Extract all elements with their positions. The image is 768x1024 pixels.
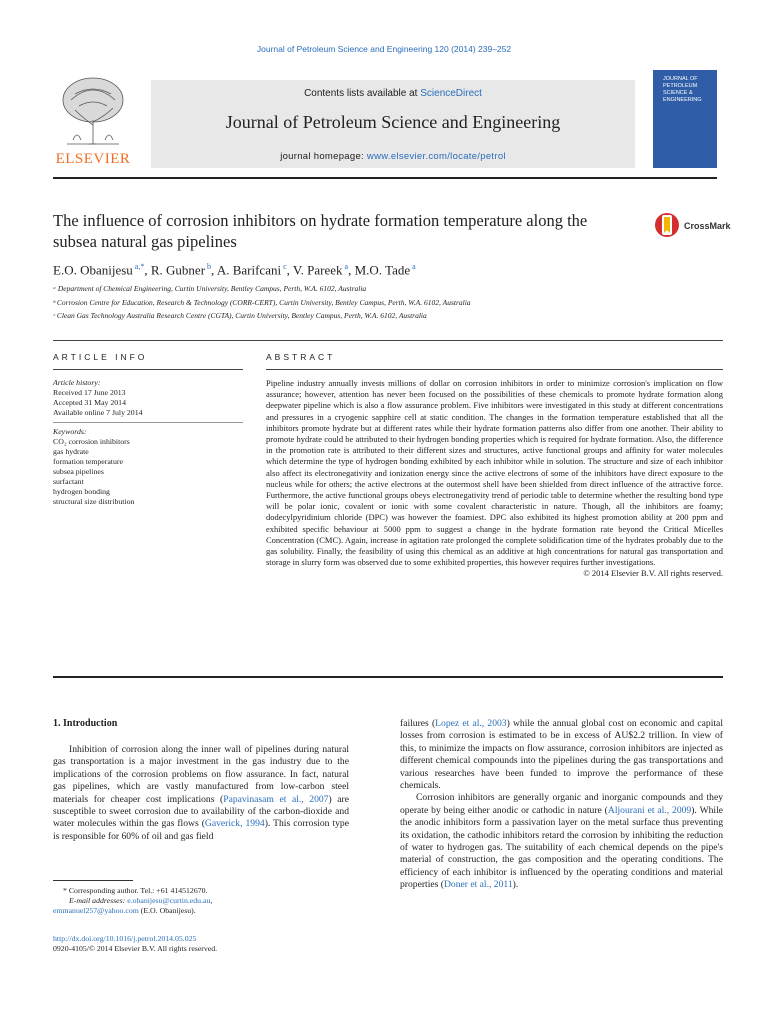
email-comma: , [210,896,213,905]
footnote-rule [53,880,133,881]
author-name: A. Barifcani [216,262,282,278]
footnote [53,886,353,916]
section-rule [53,340,723,341]
homepage-link[interactable]: www.elsevier.com/locate/petrol [366,151,506,162]
email-label: E-mail addresses: [69,896,128,905]
author-affiliation-mark[interactable]: c [281,262,287,271]
cover-line: JOURNAL OF [663,76,698,82]
homepage-prefix: journal homepage: [280,151,367,162]
paragraph-text: Inhibition of corrosion along the inner wall of pipelines during natural gas transportation is a major investment in the gas industry due to the implications of the corrosion problems on flow assurance. In fact, natural gas pipelines, which are vastly manufactured from low-carbon steel materials for cheaper cost implications ( [53,744,349,805]
journal-banner [151,80,635,168]
keyword: gas hydrate [53,447,89,456]
contents-prefix: Contents lists available at [304,88,421,99]
cover-line: SCIENCE & [663,90,693,96]
elsevier-logo [53,70,133,168]
journal-title: Journal of Petroleum Science and Engineering [225,112,561,132]
keyword: formation temperature [53,457,123,466]
history-accepted: Accepted 31 May 2014 [53,398,126,407]
crossmark-icon [654,211,680,241]
email-link[interactable]: e.obanijesu@curtin.edu.au [127,896,211,905]
elsevier-tree-icon [53,70,133,150]
intro-paragraph [53,744,349,843]
author-name: R. Gubner [150,262,206,278]
email-suffix: (E.O. Obanijesu). [138,906,196,915]
crossmark-badge[interactable] [654,211,754,243]
email-line-2 [53,906,353,916]
paragraph-text: Corrosion inhibitors are generally organic and inorganic compounds and they operate by being either anodic or cathodic in nature ( [400,792,723,816]
keyword: structural size distribution [53,497,135,506]
paper-title: The influence of corrosion inhibitors on hydrate formation temperature along the subsea natural gas pipelines [53,211,588,251]
keyword: hydrogen bonding [53,487,110,496]
abstract-heading: ABSTRACT [266,352,336,362]
sciencedirect-link[interactable]: ScienceDirect [420,88,482,99]
citation-link[interactable]: Doner et al., 2011 [443,879,513,891]
intro-paragraph [400,792,723,891]
doi-block [53,934,353,954]
history-label: Article history: [53,378,101,387]
crossmark-label: CrossMark [684,221,731,231]
masthead [53,70,717,170]
article-info-rule [53,369,243,370]
author-affiliation-mark[interactable]: a [410,262,416,271]
paragraph-text: ). While the anodic inhibitors form a passivation layer on the metal surface thus preventing its oxidation, the cathodic inhibitors retard the corrosion by inhibiting the reduction of water to hydrogen gas. The suitability of each chemical depends on the pipe's material of construction, the gas composition and the operating conditions. The efficiency of each inhibitor is influenced by the operating conditions and material properties ( [400,804,724,891]
introduction-heading: 1. Introduction [53,718,118,729]
paragraph-text: ) while the annual global cost on economic and capital losses from corrosion is estimated to be in excess of AU$2.2 trillion. In view of this, to minimize the impacts on flow assurance, corrosion inhibitors are injected as different chemical compounds into the pipelines during the gas transportations and various researches have been funded to improve the performance of these chemicals. [400,718,723,792]
author-list: E.O. Obanijesu $^{a,*}$, R. Gubner $^b$, A. Barifcani $^c$, V. Pareek $^a$, M.O. Tade $^a$ [53,262,416,278]
paragraph-text: ). This corrosion type is responsible for 60% of oil and gas field [53,818,349,842]
intro-left-column [53,744,349,843]
history-online: Available online 7 July 2014 [53,408,143,417]
affiliation-a: ᵃ Department of Chemical Engineering, Curtin University, Bentley Campus, Perth, W.A. 6102, Australia [53,284,367,293]
keyword: CO₂ corrosion inhibitors [53,437,130,446]
corresponding-author: * Corresponding author. Tel.: +61 414512670. [63,886,208,895]
history-received: Received 17 June 2013 [53,388,126,397]
citation-link[interactable]: Gaverick, 1994 [204,818,265,830]
author-name: M.O. Tade [354,262,411,278]
paragraph-text: ). [512,879,519,891]
keyword: subsea pipelines [53,467,104,476]
abstract-text: Pipeline industry annually invests millions of dollar on corrosion inhibitors in order to minimize corrosion's implication on flow assurance; however, attention has never been focused on the possibilities of these chemicals to promote hydrate formation along deepwater pipeline which is also a flow assurance problem. Five inhibitors were investigated in this study at different concentrations and pressures in a cryogenic sapphire cell at static condition. The changes in the formation temperature established that all the inhibitors promote hydrate but at different rates while their hydrate formation patterns also differ from one another. Their ability to promote hydrate could be attributed to their hydrogen bonding properties which is required for hydrate formation. Also, the difference in the promotion rate is attributed to their different sizes and structures, active functional groups and affinity for water molecules which determine the type of hydrogen bonding exhibited by each inhibitor while in solution. The structure and size of each inhibitor also affect its electronegativity and ionization energy since the active electrons of some of the inhibitors have direct exposure to the nucleus while for others; the active electrons at the outermost shell have been shielded from direct influence of the attractive force. Furthermore, the active functional groups obeys electronegativity trend of periodic table to determine whether the resulting bond type will be polar ionic, covalent or ionic with some covalent characteristic in nature. Though, all the inhibitors are foamy; dodecylpyridinium chloride (DPC) was however the foamiest. DPC also exhibited its highest promotion ability at 200 ppm and exhibited specific behaviour at 5000 ppm to suggest a change in the hydrate formation rate beyond the Critical Micelles Concentration (CMC). Again, increase in agitation rate prolonged the complete solidification time of the hydrates probably due to the gas solubility. Finally, the feasibility of using this chemical as an additive at high concentrations for natural gas transportation and storage in slurry form was observed due to some exhibited properties, this however requires further investigations. [266,378,723,568]
journal-cover-image [653,70,717,168]
paragraph-text: failures ( [400,718,436,729]
issn-line: 0920-4105/© 2014 Elsevier B.V. All rights reserved. [53,944,218,953]
homepage-line [151,151,635,162]
author-name: E.O. Obanijesu [53,262,133,278]
email-link-2[interactable]: emmanuel257@yahoo.com [53,906,139,915]
keyword: surfactant [53,477,84,486]
author-affiliation-mark[interactable]: b [205,262,212,271]
doi-link[interactable]: http://dx.doi.org/10.1016/j.petrol.2014.05.025 [53,934,197,943]
cover-title [663,76,702,104]
article-info [53,378,243,507]
journal-reference[interactable]: Journal of Petroleum Science and Engineering 120 (2014) 239–252 [256,44,512,54]
intro-paragraph [400,718,723,792]
cover-line: PETROLEUM [663,83,698,89]
author-affiliation-mark[interactable]: a,* [132,262,145,271]
abstract-rule [266,369,723,370]
affiliation-c: ᶜ Clean Gas Technology Australia Research Centre (CGTA), Curtin University, Bentley Campus, Perth, W.A. 6102, Australia [53,311,427,320]
info-divider [53,422,243,423]
email-line [53,896,353,906]
intro-right-column [400,718,723,892]
elsevier-wordmark: ELSEVIER [55,151,131,167]
contents-line [151,88,635,99]
keywords-label: Keywords: [53,427,87,436]
paragraph-text: ) are susceptible to sweet corrosion due to availability of the carbon-dioxide and water molecules within the gas flows ( [53,793,349,830]
header-rule [53,177,717,179]
affiliation-b: ᵇ Corrosion Centre for Education, Research & Technology (CORR-CERT), Curtin University, Bentley Campus, Perth, W.A. 6102, Australia [53,298,471,307]
cover-line: ENGINEERING [663,97,702,103]
author-affiliation-mark[interactable]: a [342,262,349,271]
abstract [266,378,723,580]
copyright-notice: © 2014 Elsevier B.V. All rights reserved. [583,568,723,579]
article-info-heading: ARTICLE INFO [53,352,148,362]
citation-link[interactable]: Lopez et al., 2003 [435,718,507,729]
citation-link[interactable]: Papavinasam et al., 2007 [223,793,329,805]
abstract-bottom-rule [53,676,723,678]
author-name: V. Pareek [292,262,343,278]
citation-link[interactable]: Aljourani et al., 2009 [607,804,692,816]
